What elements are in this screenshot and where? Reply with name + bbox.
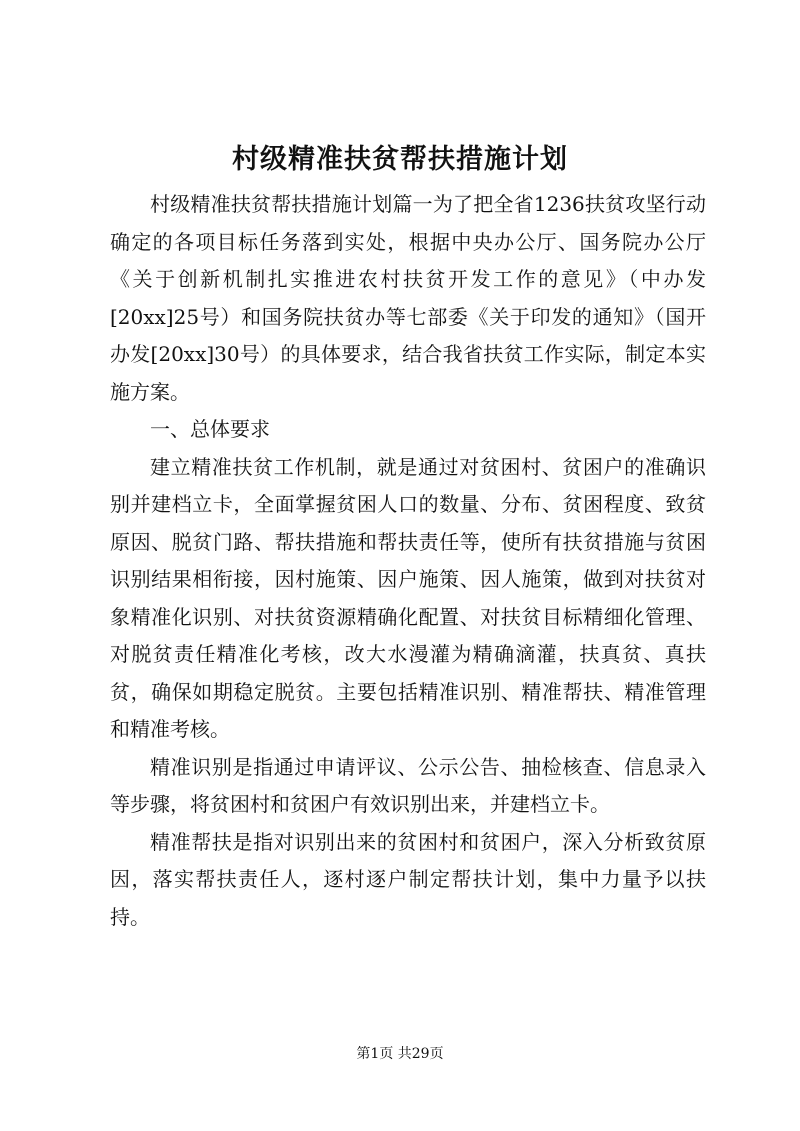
paragraph-mechanism: 建立精准扶贫工作机制，就是通过对贫困村、贫困户的准确识别并建档立卡，全面掌握贫困人口的数量、分布、贫困程度、致贫原因、脱贫门路、帮扶措施和帮扶责任等，使所有扶贫措施与贫困识别结果相衔接，因村施策、因户施策、因人施策，做到对扶贫对象精准化识别、对扶贫资源精确化配置、对扶贫目标精细化管理、对脱贫责任精准化考核，改大水漫灌为精确滴灌，扶真贫、真扶贫，确保如期稳定脱贫。主要包括精准识别、精准帮扶、精准管理和精准考核。 xyxy=(110,454,706,741)
paragraph-identification: 精准识别是指通过申请评议、公示公告、抽检核查、信息录入等步骤，将贫困村和贫困户有效识别出来，并建档立卡。 xyxy=(110,754,706,816)
page-number: 第1页 共29页 xyxy=(356,1046,444,1062)
section-heading: 一、总体要求 xyxy=(150,417,270,441)
document-body xyxy=(110,186,706,936)
document-title: 村级精准扶贫帮扶措施计划 xyxy=(232,144,568,175)
paragraph-intro: 村级精准扶贫帮扶措施计划篇一为了把全省1236扶贫攻坚行动确定的各项目标任务落到实处，根据中央办公厅、国务院办公厅《关于创新机制扎实推进农村扶贫开发工作的意见》（中办发[20xx]25号）和国务院扶贫办等七部委《关于印发的通知》（国开办发[20xx]30号）的具体要求，结合我省扶贫工作实际，制定本实施方案。 xyxy=(110,192,706,404)
paragraph-assistance: 精准帮扶是指对识别出来的贫困村和贫困户，深入分析致贫原因，落实帮扶责任人，逐村逐户制定帮扶计划，集中力量予以扶持。 xyxy=(110,829,706,929)
